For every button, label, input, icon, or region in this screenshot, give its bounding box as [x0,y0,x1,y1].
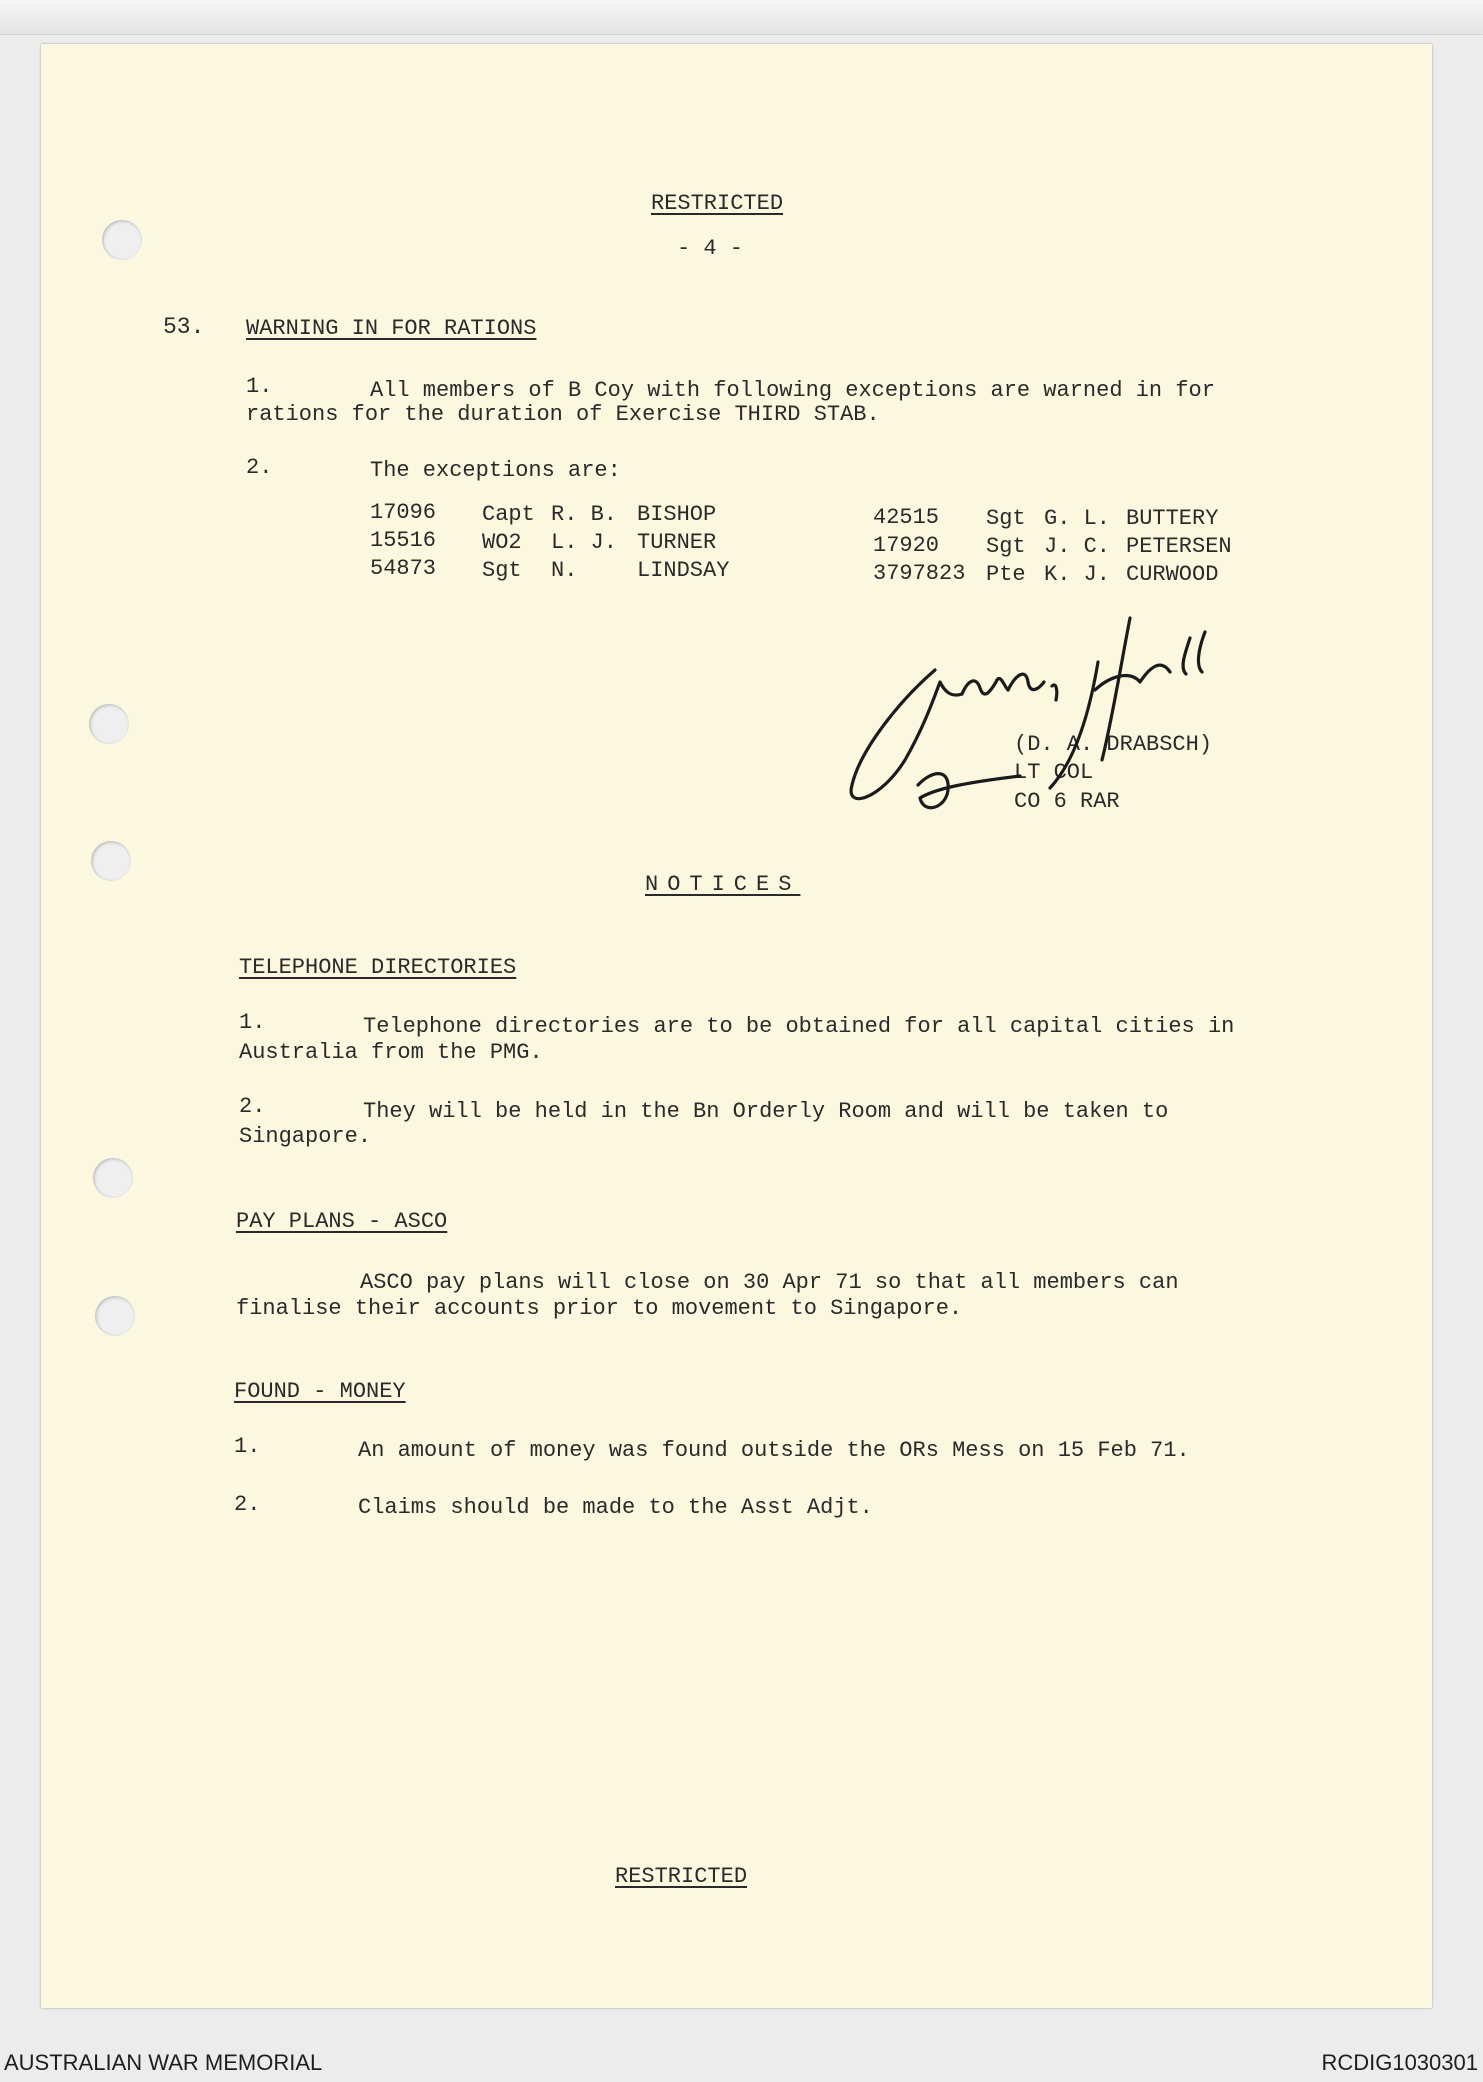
surname: TURNER [637,530,717,555]
signatory-name: (D. A. DRABSCH) [1014,732,1213,757]
punch-hole [93,1158,133,1198]
initials: J. C. [1044,534,1111,559]
archive-credit: AUSTRALIAN WAR MEMORIAL [4,2050,323,2075]
initials: L. J. [551,530,618,555]
surname: BISHOP [637,502,717,527]
para-text-line: Singapore. [239,1124,372,1149]
initials: G. L. [1044,506,1111,531]
para-number: 1. [246,374,273,399]
punch-hole [91,841,131,881]
handwritten-signature [840,610,1280,825]
punch-hole [102,220,142,260]
rank: WO2 [482,530,522,555]
page-number: - 4 - [677,236,744,261]
rank: Pte [986,562,1026,587]
surname: CURWOOD [1126,562,1219,587]
initials: K. J. [1044,562,1111,587]
signatory-unit: CO 6 RAR [1014,789,1120,814]
para-text-line: ASCO pay plans will close on 30 Apr 71 so that all members can [360,1270,1179,1295]
para-text-line: finalise their accounts prior to movement to Singapore. [236,1296,963,1321]
rank: Sgt [986,534,1026,559]
para-number: 2. [246,455,273,480]
punch-hole [89,704,129,744]
initials: N. [551,558,578,583]
para-text: An amount of money was found outside the ORs Mess on 15 Feb 71. [358,1438,1190,1463]
para-text-line: Telephone directories are to be obtained for all capital cities in [363,1014,1235,1039]
service-number: 42515 [873,505,940,530]
section-title: WARNING IN FOR RATIONS [246,316,537,341]
service-number: 54873 [370,556,437,581]
para-text-line: rations for the duration of Exercise THIRD STAB. [246,402,880,427]
rank: Sgt [482,558,522,583]
punch-hole [95,1296,135,1336]
para-text-line: They will be held in the Bn Orderly Room and will be taken to [363,1099,1169,1124]
service-number: 3797823 [873,561,966,586]
para-number: 1. [239,1010,266,1035]
para-number: 2. [234,1492,261,1517]
para-text: The exceptions are: [370,458,621,483]
para-text-line: Australia from the PMG. [239,1040,543,1065]
para-text: Claims should be made to the Asst Adjt. [358,1495,873,1520]
service-number: 17920 [873,533,940,558]
notices-title: NOTICES [645,872,801,897]
signatory-rank: LT COL [1014,760,1094,785]
para-number: 2. [239,1094,266,1119]
surname: BUTTERY [1126,506,1219,531]
para-text-line: All members of B Coy with following exceptions are warned in for [370,378,1215,403]
rank: Capt [482,502,535,527]
surname: LINDSAY [637,558,730,583]
section-number: 53. [163,314,205,340]
restricted-header: RESTRICTED [651,191,784,216]
notice-heading: PAY PLANS - ASCO [236,1209,448,1234]
surname: PETERSEN [1126,534,1232,559]
viewer-top-bar [0,0,1483,35]
initials: R. B. [551,502,618,527]
image-id: RCDIG1030301 [1321,2050,1478,2075]
service-number: 15516 [370,528,437,553]
service-number: 17096 [370,500,437,525]
para-number: 1. [234,1434,261,1459]
rank: Sgt [986,506,1026,531]
notice-heading: FOUND - MONEY [234,1379,406,1404]
notice-heading: TELEPHONE DIRECTORIES [239,955,517,980]
restricted-footer: RESTRICTED [615,1864,748,1889]
